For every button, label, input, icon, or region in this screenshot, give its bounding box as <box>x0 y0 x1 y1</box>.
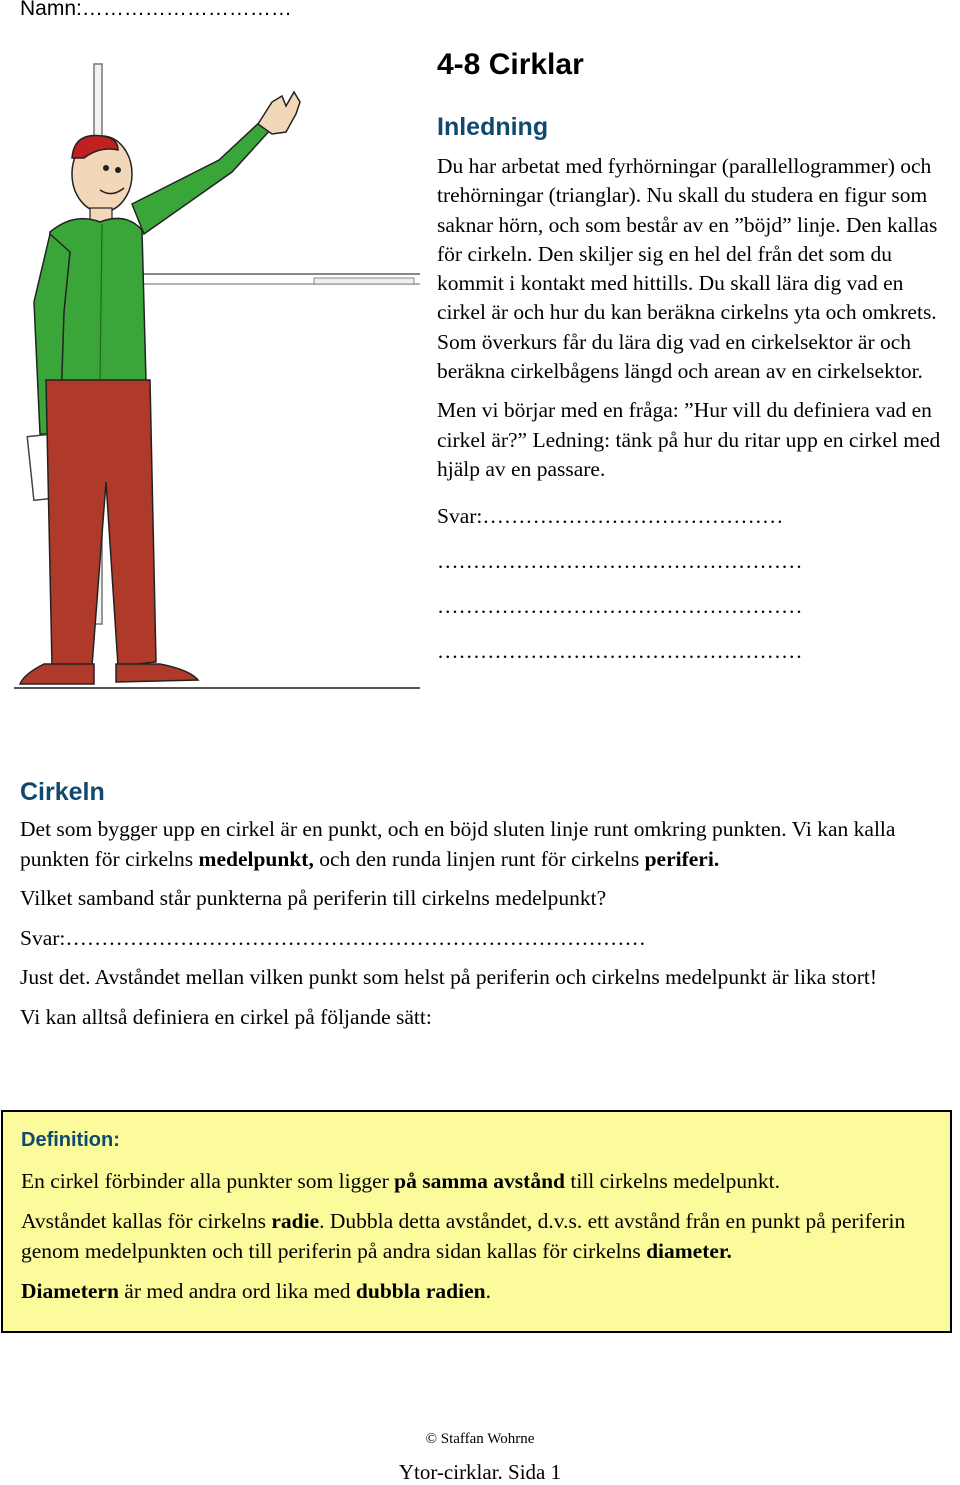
intro-section <box>437 152 952 674</box>
definition-heading: Definition: <box>21 1129 120 1151</box>
text-span: Det som bygger upp en cirkel är en punkt, och en böjd sluten linje runt omkring punkten. Vi kan kalla punkten för cirkelns <box>20 817 896 871</box>
definition-line <box>21 1167 932 1197</box>
page-footer: Ytor-cirklar. Sida 1 <box>398 1460 562 1484</box>
definition-line <box>21 1277 932 1307</box>
text-span: En cirkel förbinder alla punkter som ligger <box>21 1168 395 1193</box>
teacher-illustration <box>14 62 420 690</box>
statement-paragraph: Just det. Avståndet mellan vilken punkt som helst på periferin och cirkelns medelpunkt är lika stort! <box>20 965 878 989</box>
page-title: 4-8 Cirklar <box>437 48 584 81</box>
cirkeln-heading: Cirkeln <box>20 778 105 806</box>
text-span: till cirkelns medelpunkt. <box>565 1168 780 1193</box>
term-radie: radie <box>271 1209 320 1233</box>
cirkeln-paragraph <box>20 815 940 874</box>
term-diametern: Diametern <box>21 1279 119 1303</box>
question-paragraph: Men vi börjar med en fråga: ”Hur vill du definiera vad en cirkel är?” Ledning: tänk på hur du ritar upp en cirkel med hjälp av en passare. <box>437 398 941 481</box>
definition-line <box>21 1207 932 1266</box>
answer-line[interactable]: …………………………………………… <box>437 594 803 619</box>
term-samma-avstand: på samma avstånd <box>394 1168 565 1193</box>
intro-heading: Inledning <box>437 113 549 141</box>
text-span: . <box>485 1279 491 1303</box>
term-medelpunkt: medelpunkt, <box>198 846 314 871</box>
question-paragraph: Vilket samband står punkterna på periferin till cirkelns medelpunkt? <box>20 886 607 910</box>
intro-paragraph: Du har arbetat med fyrhörningar (parallellogrammer) och trehörningar (trianglar). Nu skall du studera en figur som saknar hörn, och som består av en ”böjd” linje. Den kallas för cirkeln. Den skiljer sig en hel del från det som du kommit i kontakt med hittills. Du skall lära dig vad en cirkel är och hur du kan beräkna cirkelns yta och omkrets. Som överkurs får du lära dig vad en cirkelsektor är och beräkna cirkelbågens längd och arean av en cirkelsektor. <box>437 154 938 384</box>
answer-line[interactable]: Svar:……………………………………………………………………… <box>20 925 646 950</box>
copyright-note: © Staffan Wohrne <box>425 1431 535 1447</box>
definition-box <box>1 1110 952 1333</box>
term-dubbla-radien: dubbla radien <box>355 1279 486 1303</box>
text-span: . Dubbla detta avståndet, d.v.s. ett avstånd från en punkt på periferin genom medelpunkten och till periferin på andra sidan kallas för cirkelns <box>21 1209 906 1263</box>
answer-line[interactable]: Svar:…………………………………… <box>437 504 784 529</box>
name-field-line: Namn:………………………… <box>20 0 292 20</box>
text-span: och den runda linjen runt för cirkelns <box>313 846 645 871</box>
term-diameter: diameter. <box>646 1238 732 1263</box>
cirkeln-section <box>20 815 940 1042</box>
text-span: är med andra ord lika med <box>118 1279 356 1303</box>
answer-line[interactable]: …………………………………………… <box>437 549 803 574</box>
term-periferi: periferi. <box>644 846 720 871</box>
lead-in-paragraph: Vi kan alltså definiera en cirkel på följande sätt: <box>20 1004 432 1029</box>
text-span: Avståndet kallas för cirkelns <box>21 1209 272 1233</box>
answer-line[interactable]: …………………………………………… <box>437 639 803 664</box>
